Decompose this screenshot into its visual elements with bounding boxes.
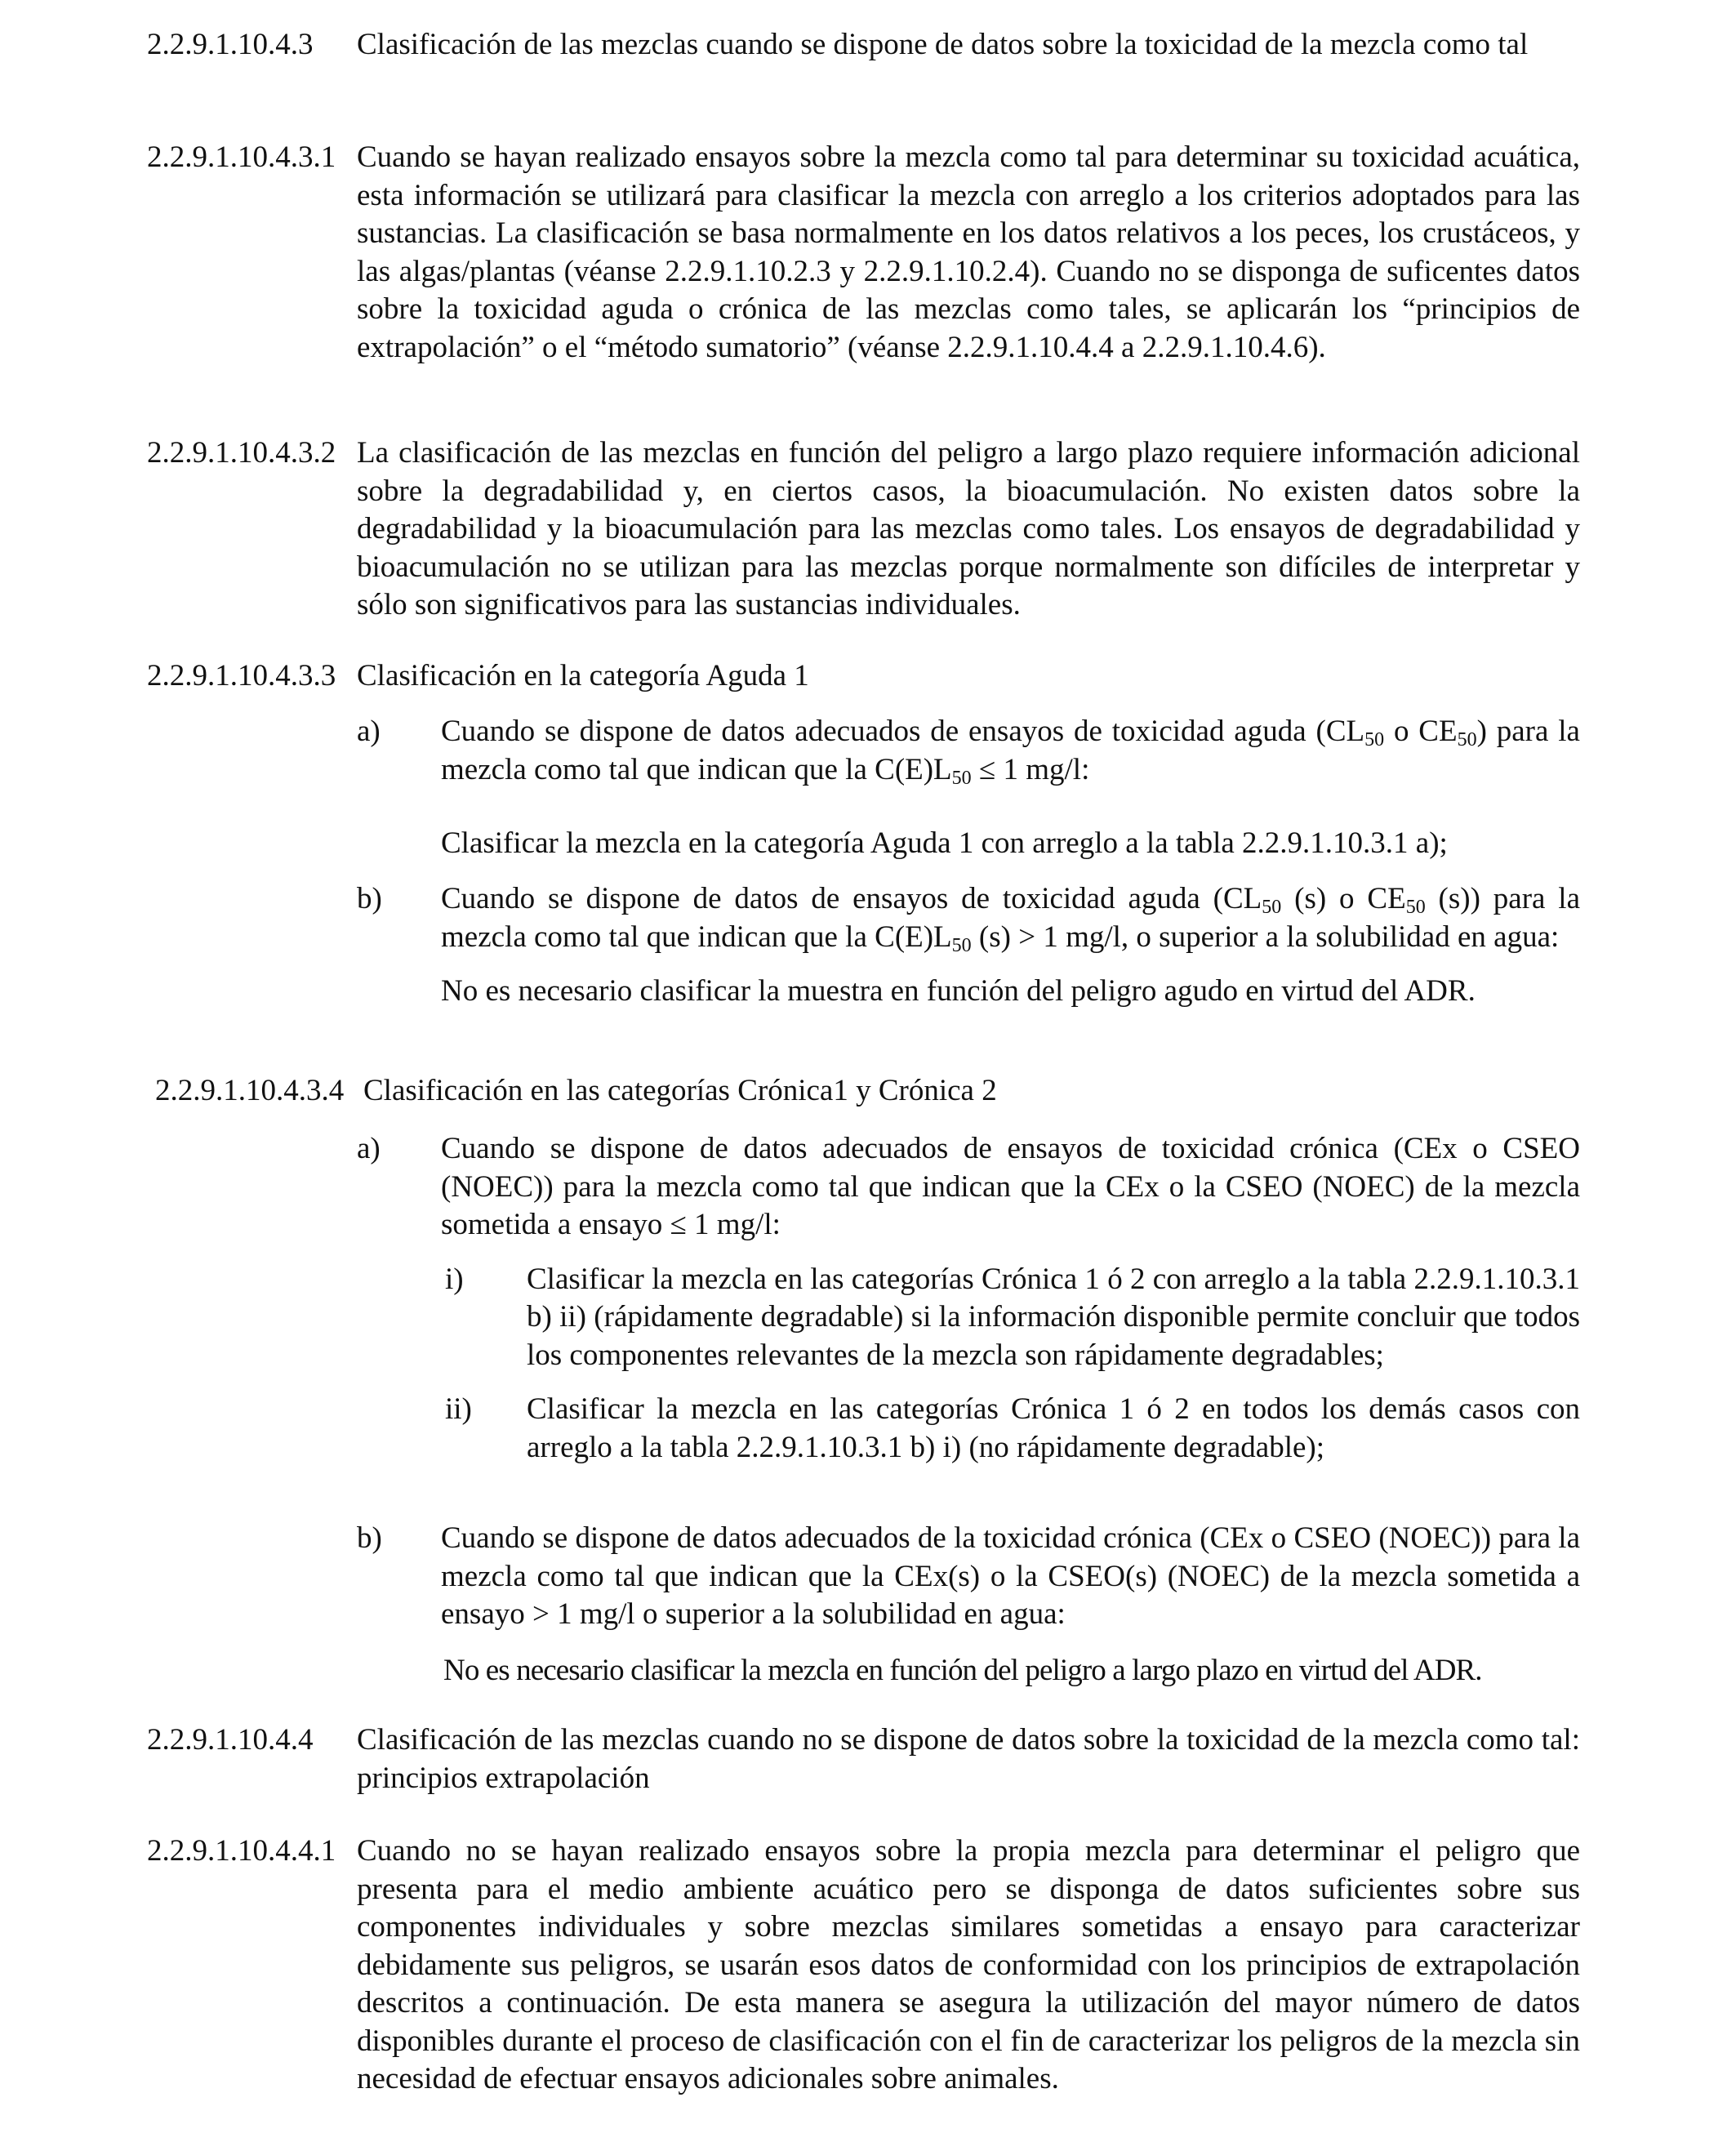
section-number: 2.2.9.1.10.4.3.2 bbox=[147, 436, 336, 470]
section-heading: Clasificación en las categorías Crónica1 y Crónica 2 bbox=[363, 1074, 997, 1107]
item-label: a) bbox=[357, 715, 381, 748]
section-2-2-9-1-10-4-3-3 bbox=[147, 657, 1580, 1008]
section-heading: Clasificación en la categoría Aguda 1 bbox=[357, 659, 809, 692]
item-label: a) bbox=[357, 1132, 381, 1165]
section-2-2-9-1-10-4-4 bbox=[147, 1721, 1580, 1797]
sub-item-label: ii) bbox=[445, 1392, 472, 1426]
section-paragraph: Cuando no se hayan realizado ensayos sobre la propia mezcla para determinar el peligro que presenta para el medio ambiente acuático pero se disponga de datos suficientes sobre sus componentes individuales y sobre mezclas similares sometidas a ensayo para caracterizar debidamente sus peligros, se usarán esos datos de conformidad con los principios de extrapolación descritos a continuación. De esta manera se asegura la utilización del mayor número de datos disponibles durante el proceso de clasificación con el fin de caracterizar los peligros de la mezcla sin necesidad de efectuar ensayos adicionales sobre animales. bbox=[357, 1834, 1580, 2095]
section-number: 2.2.9.1.10.4.3.4 bbox=[155, 1074, 345, 1107]
sub-item-i bbox=[147, 1261, 1580, 1375]
section-number: 2.2.9.1.10.4.4.1 bbox=[147, 1834, 336, 1868]
section-heading: Clasificación de las mezclas cuando no se dispone de datos sobre la toxicidad de la mezcla como tal: principios extrapolación bbox=[357, 1723, 1580, 1795]
item-label: b) bbox=[357, 882, 382, 915]
section-number: 2.2.9.1.10.4.3.3 bbox=[147, 659, 336, 692]
sub-item-text: Clasificar la mezcla en las categorías Crónica 1 ó 2 con arreglo a la tabla 2.2.9.1.10.3.1 b) ii) (rápidamente degradable) si la información disponible permite concluir que todos los componentes relevantes de la mezcla son rápidamente degradables; bbox=[527, 1262, 1580, 1372]
section-heading: Clasificación de las mezclas cuando se dispone de datos sobre la toxicidad de la mezcla como tal bbox=[357, 28, 1529, 61]
item-result: Clasificar la mezcla en la categoría Aguda 1 con arreglo a la tabla 2.2.9.1.10.3.1 a); bbox=[441, 826, 1448, 860]
section-2-2-9-1-10-4-3-2 bbox=[147, 434, 1580, 625]
sub-item-text: Clasificar la mezcla en las categorías Crónica 1 ó 2 en todos los demás casos con arreglo a la tabla 2.2.9.1.10.3.1 b) i) (no rápidamente degradable); bbox=[527, 1392, 1580, 1464]
section-2-2-9-1-10-4-3-1 bbox=[147, 139, 1580, 367]
item-text: Cuando se dispone de datos de ensayos de toxicidad aguda ($CL_{50}$ (s) o $CE_{50}$ (s)) para la mezcla como tal que indican que la $C(E)L_{50}$ (s) > 1 mg/l, o superior a la solubilidad en agua: bbox=[441, 882, 1580, 956]
list-item-a bbox=[147, 1130, 1580, 1467]
section-2-2-9-1-10-4-3 bbox=[147, 26, 1580, 65]
item-result: No es necesario clasificar la muestra en función del peligro agudo en virtud del ADR. bbox=[441, 974, 1476, 1008]
list-item-a bbox=[147, 713, 1580, 863]
list-item-b bbox=[147, 880, 1580, 1011]
section-number: 2.2.9.1.10.4.3.1 bbox=[147, 140, 336, 174]
sub-item-ii bbox=[147, 1391, 1580, 1467]
section-paragraph: Cuando se hayan realizado ensayos sobre la mezcla como tal para determinar su toxicidad acuática, esta información se utilizará para clasificar la mezcla con arreglo a los criterios adoptados para las sustancias. La clasificación se basa normalmente en los datos relativos a los peces, los crustáceos, y las algas/plantas (véanse 2.2.9.1.10.2.3 y 2.2.9.1.10.2.4). Cuando no se disponga de suficentes datos sobre la toxicidad aguda o crónica de las mezclas como tales, se aplicarán los “principios de extrapolación” o el “método sumatorio” (véanse 2.2.9.1.10.4.4 a 2.2.9.1.10.4.6). bbox=[357, 140, 1580, 364]
item-text: Cuando se dispone de datos adecuados de la toxicidad crónica (CEx o CSEO (NOEC)) para la mezcla como tal que indican que la CEx(s) o la CSEO(s) (NOEC) de la mezcla sometida a ensayo > 1 mg/l o superior a la solubilidad en agua: bbox=[441, 1521, 1580, 1631]
sub-item-label: i) bbox=[445, 1262, 464, 1296]
item-text: Cuando se dispone de datos adecuados de ensayos de toxicidad crónica (CEx o CSEO (NOEC)) para la mezcla como tal que indican que la CEx o la CSEO (NOEC) de la mezcla sometida a ensayo ≤ 1 mg/l: bbox=[441, 1132, 1580, 1241]
section-number: 2.2.9.1.10.4.4 bbox=[147, 1723, 314, 1757]
item-text: Cuando se dispone de datos adecuados de ensayos de toxicidad aguda ($CL_{50}$ o $CE_{50}$) para la mezcla como tal que indican que la $C(E)L_{50} \le 1$ mg/l: bbox=[441, 715, 1580, 789]
item-label: b) bbox=[357, 1521, 382, 1555]
item-result: No es necesario clasificar la mezcla en función del peligro a largo plazo en virtud del ADR. bbox=[443, 1653, 1482, 1687]
section-2-2-9-1-10-4-3-4 bbox=[155, 1072, 1588, 1111]
section-number: 2.2.9.1.10.4.3 bbox=[147, 28, 314, 61]
section-paragraph: La clasificación de las mezclas en función del peligro a largo plazo requiere información adicional sobre la degradabilidad y, en ciertos casos, la bioacumulación. No existen datos sobre la degradabilidad y la bioacumulación para las mezclas como tales. Los ensayos de degradabilidad y bioacumulación no se utilizan para las mezclas porque normalmente son difíciles de interpretar y sólo son significativos para las sustancias individuales. bbox=[357, 436, 1580, 621]
section-2-2-9-1-10-4-4-1 bbox=[147, 1833, 1580, 2099]
list-item-b bbox=[147, 1520, 1580, 1690]
